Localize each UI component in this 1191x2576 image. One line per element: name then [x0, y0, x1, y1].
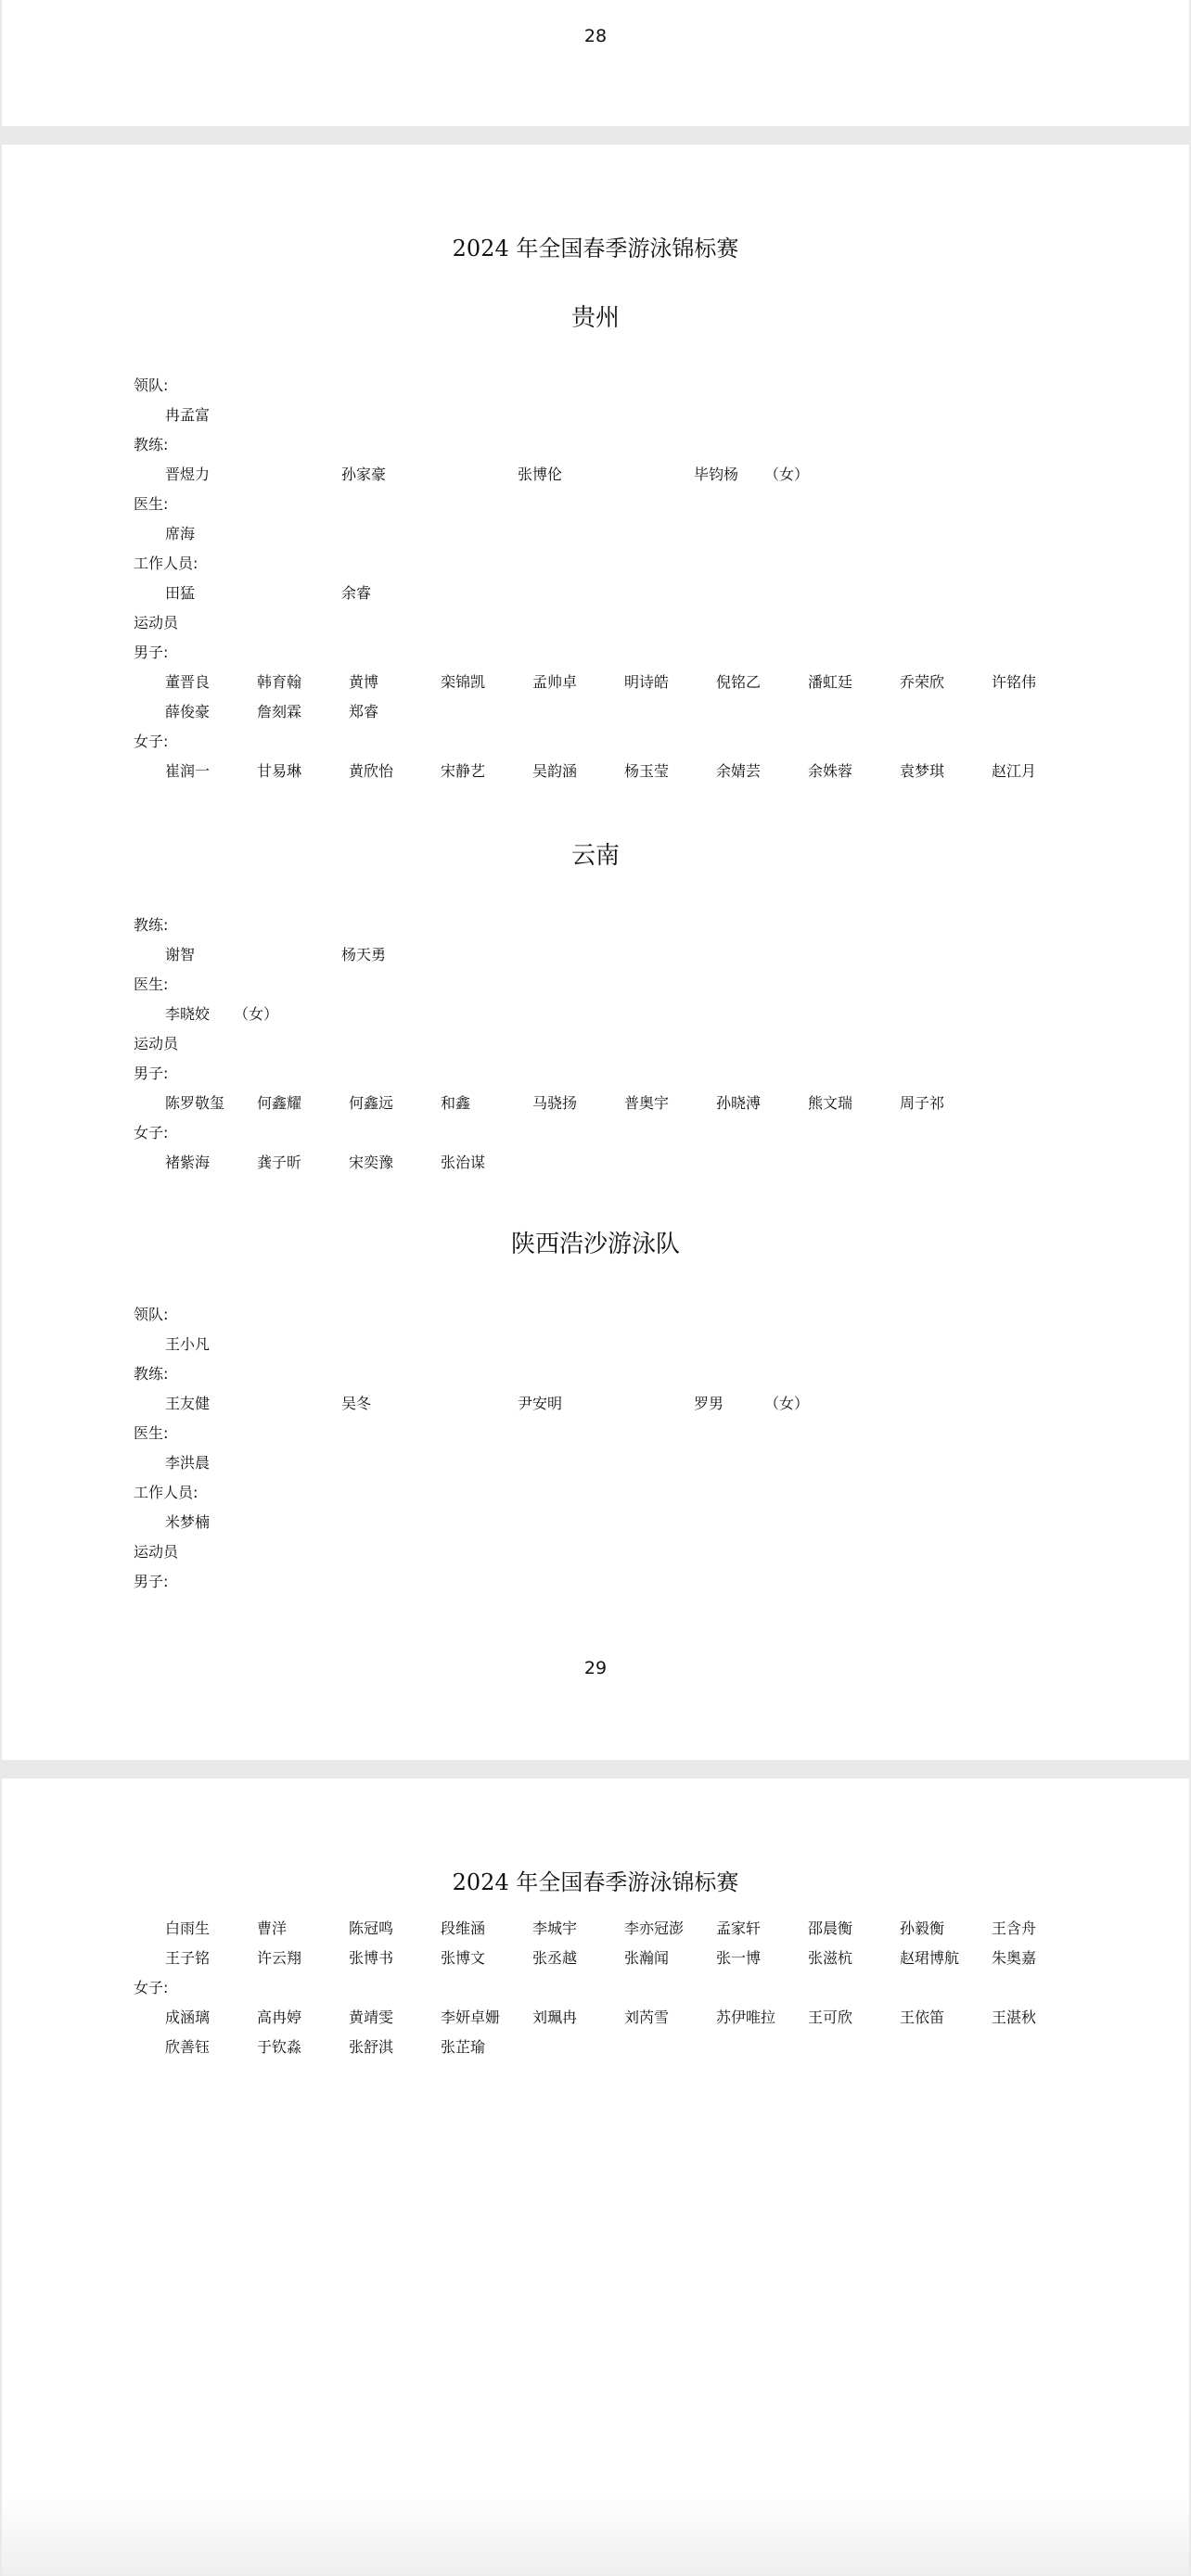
staff-name: 晋煜力	[165, 465, 211, 483]
athlete-name: 明诗皓	[624, 673, 670, 691]
athlete-name: 袁梦琪	[900, 762, 945, 780]
role-line	[134, 1567, 1098, 1597]
athlete-name: 褚紫海	[165, 1154, 211, 1171]
athlete-row	[134, 1148, 1098, 1178]
athlete-name: 韩育翰	[257, 673, 302, 691]
bottom-fade	[2, 2493, 1189, 2576]
athlete-name: 欣善钰	[165, 2038, 211, 2056]
athlete-row	[134, 1089, 1098, 1118]
team-roster-yunnan	[134, 911, 1098, 1178]
athlete-row	[134, 1914, 1098, 1944]
role-label: 女子:	[134, 733, 169, 750]
athlete-name: 苏伊唯拉	[716, 2009, 776, 2026]
athlete-name: 王湛秋	[992, 2009, 1037, 2026]
athlete-name: 倪铭乙	[716, 673, 762, 691]
athlete-row	[134, 697, 1098, 727]
staff-row	[134, 460, 1098, 490]
role-line	[134, 1478, 1098, 1508]
athlete-name: 刘珮冉	[532, 2009, 578, 2026]
athlete-name: 黄欣怡	[349, 762, 394, 780]
athlete-row	[134, 1944, 1098, 1973]
team-title-yunnan: 云南	[570, 842, 620, 870]
athlete-name: 许铭伟	[992, 673, 1037, 691]
role-line	[134, 608, 1098, 638]
gender-note: （女）	[764, 1395, 810, 1412]
athlete-name: 余姝蓉	[808, 762, 853, 780]
athlete-name: 张博书	[349, 1949, 394, 1967]
athlete-row	[134, 668, 1098, 697]
role-line	[134, 1029, 1098, 1059]
staff-name: 吴冬	[341, 1395, 372, 1412]
role-line	[134, 1118, 1098, 1148]
role-line	[134, 1059, 1098, 1089]
team-roster-guizhou	[134, 371, 1098, 786]
role-label: 医生:	[134, 1424, 169, 1442]
staff-name: 田猛	[165, 584, 196, 602]
page-28	[2, 0, 1189, 126]
role-line	[134, 911, 1098, 940]
athlete-name: 詹刻霖	[257, 703, 302, 721]
athlete-name: 李城宇	[532, 1919, 578, 1937]
athlete-name: 宋奕豫	[349, 1154, 394, 1171]
page-number: 28	[583, 26, 608, 46]
staff-name: 冉孟富	[165, 406, 211, 424]
athlete-name: 崔润一	[165, 762, 211, 780]
staff-name: 孙家豪	[341, 465, 387, 483]
gender-note: （女）	[234, 1005, 279, 1023]
team-roster-shaanxi-haosha	[134, 1300, 1098, 1597]
athlete-name: 邵晨衡	[808, 1919, 853, 1937]
athlete-name: 许云翔	[257, 1949, 302, 1967]
role-label: 运动员	[134, 1543, 179, 1561]
staff-name: 尹安明	[518, 1395, 563, 1412]
role-label: 男子:	[134, 1065, 169, 1082]
athlete-name: 孙毅衡	[900, 1919, 945, 1937]
team-title-guizhou: 贵州	[570, 304, 620, 332]
staff-name: 杨天勇	[341, 946, 387, 963]
athlete-name: 曹洋	[257, 1919, 288, 1937]
staff-row	[134, 940, 1098, 970]
athlete-name: 赵江月	[992, 762, 1037, 780]
role-line	[134, 430, 1098, 460]
athlete-name: 张舒淇	[349, 2038, 394, 2056]
role-label: 医生:	[134, 495, 169, 513]
staff-name: 王小凡	[165, 1335, 211, 1353]
athlete-name: 张治谋	[441, 1154, 486, 1171]
athlete-name: 董晋良	[165, 673, 211, 691]
athlete-row	[134, 757, 1098, 786]
role-label: 工作人员:	[134, 1484, 198, 1501]
role-label: 女子:	[134, 1124, 169, 1141]
athlete-name: 薛俊豪	[165, 703, 211, 721]
athlete-name: 张芷瑜	[441, 2038, 486, 2056]
role-label: 领队:	[134, 376, 169, 394]
role-line	[134, 490, 1098, 519]
athlete-row	[134, 2003, 1098, 2033]
athlete-name: 孙晓溥	[716, 1094, 762, 1112]
role-line	[134, 1419, 1098, 1448]
staff-row	[134, 1389, 1098, 1419]
role-label: 教练:	[134, 1365, 169, 1383]
role-label: 教练:	[134, 436, 169, 453]
athlete-name: 郑睿	[349, 703, 379, 721]
athlete-name: 吴韵涵	[532, 762, 578, 780]
staff-row	[134, 1508, 1098, 1537]
athlete-name: 于钦淼	[257, 2038, 302, 2056]
staff-name: 李洪晨	[165, 1454, 211, 1472]
athlete-name: 王子铭	[165, 1949, 211, 1967]
roster-continuation	[134, 1914, 1098, 2062]
athlete-name: 段维涵	[441, 1919, 486, 1937]
athlete-name: 白雨生	[165, 1919, 211, 1937]
athlete-name: 王含舟	[992, 1919, 1037, 1937]
role-label: 运动员	[134, 614, 179, 631]
athlete-name: 孟帅卓	[532, 673, 578, 691]
staff-name: 张博伦	[518, 465, 563, 483]
staff-row	[134, 401, 1098, 430]
role-line	[134, 638, 1098, 668]
athlete-name: 熊文瑞	[808, 1094, 853, 1112]
role-label: 工作人员:	[134, 555, 198, 572]
staff-name: 王友健	[165, 1395, 211, 1412]
athlete-name: 张一博	[716, 1949, 762, 1967]
athlete-name: 刘芮雪	[624, 2009, 670, 2026]
athlete-name: 李妍卓姗	[441, 2009, 501, 2026]
athlete-name: 黄博	[349, 673, 379, 691]
role-label: 教练:	[134, 916, 169, 934]
athlete-name: 余婧芸	[716, 762, 762, 780]
athlete-name: 马骁扬	[532, 1094, 578, 1112]
staff-row	[134, 579, 1098, 608]
document-title: 2024 年全国春季游泳锦标赛	[452, 236, 739, 261]
athlete-name: 张瀚闻	[624, 1949, 670, 1967]
gender-note: （女）	[764, 465, 810, 483]
document-title: 2024 年全国春季游泳锦标赛	[452, 1869, 739, 1895]
athlete-name: 宋静艺	[441, 762, 486, 780]
athlete-name: 杨玉莹	[624, 762, 670, 780]
page-30	[2, 1779, 1189, 2576]
role-line	[134, 970, 1098, 1000]
role-label: 领队:	[134, 1306, 169, 1323]
staff-name: 罗男	[694, 1395, 724, 1412]
athlete-name: 潘虹廷	[808, 673, 853, 691]
staff-row	[134, 1000, 1098, 1029]
athlete-name: 普奥宇	[624, 1094, 670, 1112]
role-line	[134, 1973, 1098, 2003]
staff-row	[134, 1330, 1098, 1359]
athlete-name: 张博文	[441, 1949, 486, 1967]
athlete-name: 王依笛	[900, 2009, 945, 2026]
staff-name: 李晓姣	[165, 1005, 211, 1023]
role-line	[134, 727, 1098, 757]
athlete-name: 栾锦凯	[441, 673, 486, 691]
athlete-name: 孟家轩	[716, 1919, 762, 1937]
athlete-name: 张丞越	[532, 1949, 578, 1967]
athlete-name: 何鑫耀	[257, 1094, 302, 1112]
role-label: 男子:	[134, 644, 169, 661]
role-line	[134, 371, 1098, 401]
role-label: 女子:	[134, 1979, 169, 1996]
athlete-name: 陈罗敬玺	[165, 1094, 225, 1112]
staff-name: 谢智	[165, 946, 196, 963]
team-title-shaanxi-haosha: 陕西浩沙游泳队	[510, 1231, 680, 1258]
role-line	[134, 549, 1098, 579]
staff-name: 米梦楠	[165, 1513, 211, 1531]
athlete-name: 乔荣欣	[900, 673, 945, 691]
athlete-name: 赵珺博航	[900, 1949, 960, 1967]
role-label: 男子:	[134, 1573, 169, 1590]
athlete-name: 龚子昕	[257, 1154, 302, 1171]
staff-name: 余睿	[341, 584, 372, 602]
page-29	[2, 145, 1189, 1760]
role-label: 医生:	[134, 976, 169, 993]
athlete-name: 黄靖雯	[349, 2009, 394, 2026]
role-line	[134, 1359, 1098, 1389]
athlete-row	[134, 2033, 1098, 2062]
staff-row	[134, 1448, 1098, 1478]
athlete-name: 高冉婷	[257, 2009, 302, 2026]
athlete-name: 成涵璃	[165, 2009, 211, 2026]
athlete-name: 王可欣	[808, 2009, 853, 2026]
role-label: 运动员	[134, 1035, 179, 1052]
athlete-name: 和鑫	[441, 1094, 471, 1112]
athlete-name: 朱奥嘉	[992, 1949, 1037, 1967]
role-line	[134, 1300, 1098, 1330]
athlete-name: 甘易琳	[257, 762, 302, 780]
staff-name: 席海	[165, 525, 196, 542]
page-number: 29	[583, 1658, 608, 1678]
athlete-name: 陈冠鸣	[349, 1919, 394, 1937]
staff-name: 毕钧杨	[694, 465, 739, 483]
athlete-name: 周子祁	[900, 1094, 945, 1112]
athlete-name: 何鑫远	[349, 1094, 394, 1112]
athlete-name: 李亦冠澎	[624, 1919, 685, 1937]
role-line	[134, 1537, 1098, 1567]
staff-row	[134, 519, 1098, 549]
athlete-name: 张滋杭	[808, 1949, 853, 1967]
